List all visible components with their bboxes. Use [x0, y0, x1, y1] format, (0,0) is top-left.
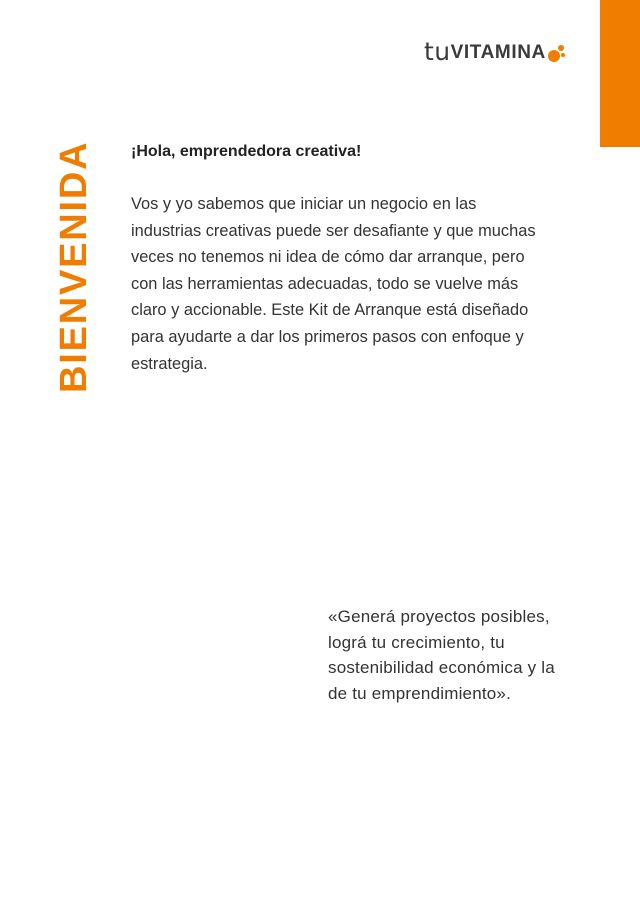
intro-line: para ayudarte a dar los primeros pasos con enfoque y [131, 327, 524, 346]
quote-line: «Generá proyectos posibles, [328, 607, 550, 626]
logo-dot-large [548, 50, 560, 62]
logo-dot-small [561, 53, 565, 57]
logo-prefix: tu [424, 37, 451, 66]
intro-line: estrategia. [131, 354, 208, 373]
logo-dots-icon [547, 40, 567, 64]
logo-dot-medium [558, 45, 564, 51]
quote-block [328, 604, 608, 706]
quote-line: de tu emprendimiento». [328, 683, 512, 703]
quote-line: sostenibilidad económica y la [328, 658, 555, 677]
intro-line: claro y accionable. Este Kit de Arranque está diseñado [131, 301, 529, 320]
brand-logo [424, 34, 567, 64]
side-title: BIENVENIDA [53, 140, 95, 393]
intro-paragraph [131, 191, 601, 377]
intro-line: con las herramientas adecuadas, todo se vuelve más [131, 274, 519, 293]
intro-line: Vos y yo sabemos que iniciar un negocio en las [131, 195, 477, 213]
greeting-heading: ¡Hola, emprendedora creativa! [131, 143, 362, 160]
logo-name: VITAMINA [450, 42, 546, 63]
orange-corner-tab [600, 0, 640, 147]
quote-line: lográ tu crecimiento, tu [328, 632, 505, 652]
intro-line: industrias creativas puede ser desafiante y que muchas [131, 221, 536, 240]
intro-line: veces no tenemos ni idea de cómo dar arranque, pero [131, 248, 525, 267]
